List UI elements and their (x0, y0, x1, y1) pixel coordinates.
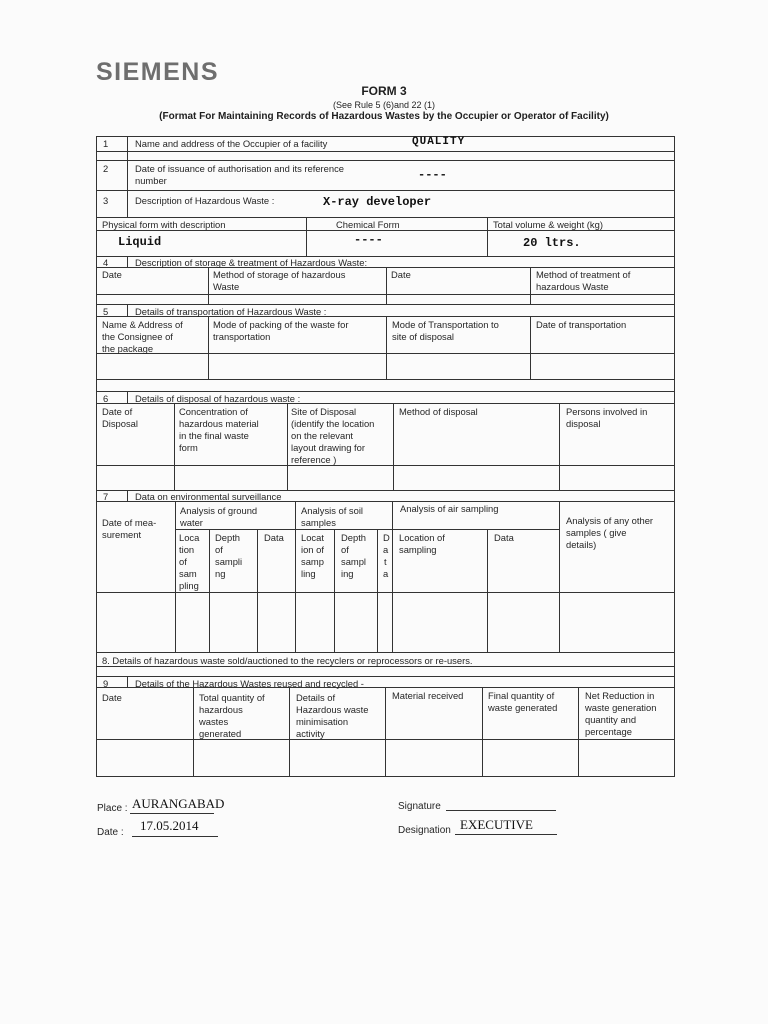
siemens-logo: SIEMENS (96, 58, 220, 86)
place-value: AURANGABAD (132, 796, 225, 811)
s7-soil-location-l4: ling (301, 568, 316, 579)
s6-concentration-l4: form (179, 442, 198, 453)
s7-gw-depth-l4: ng (215, 568, 226, 579)
s9-total-qty-l1: Total quantity of (199, 692, 265, 703)
s5-transport-mode-l2: site of disposal (392, 331, 455, 342)
s6-site-l5: reference ) (291, 454, 337, 465)
s7-air-data: Data (494, 532, 514, 543)
s6-concentration-l1: Concentration of (179, 406, 248, 417)
signature-line (446, 810, 556, 811)
signature-label: Signature (398, 801, 441, 812)
s7-soil-depth-l4: ing (341, 568, 354, 579)
s4-storage-method-l1: Method of storage of hazardous (213, 269, 346, 280)
s7-soil-data-l1: D (383, 532, 390, 543)
s9-minimisation-l4: activity (296, 728, 325, 739)
s7-soil-l1: Analysis of soil (301, 505, 364, 516)
s9-minimisation-l1: Details of (296, 692, 336, 703)
s9-minimisation-l3: minimisation (296, 716, 349, 727)
s7-other-l3: details) (566, 539, 597, 550)
s8-label: 8. Details of hazardous waste sold/auctioned to the recyclers or reprocessors or re-users. (102, 655, 473, 666)
s5-packing-mode-l2: transportation (213, 331, 271, 342)
s7-soil-location-l3: samp (301, 556, 324, 567)
authorisation-value: ---- (418, 168, 447, 182)
s4-label: Description of storage & treatment of Hazardous Waste: (135, 257, 368, 268)
s9-total-qty-l4: generated (199, 728, 242, 739)
s5-transport-mode-l1: Mode of Transportation to (392, 319, 499, 330)
date-value: 17.05.2014 (140, 818, 199, 833)
s9-net-reduction-l3: quantity and (585, 714, 637, 725)
s9-net-reduction-l1: Net Reduction in (585, 690, 655, 701)
s6-site-l4: layout drawing for (291, 442, 365, 453)
occupier-value: QUALITY (412, 136, 466, 148)
s9-label: Details of the Hazardous Wastes reused and recycled - (135, 678, 364, 689)
s7-gw-location-l5: pling (179, 580, 199, 591)
s4-date-header: Date (102, 269, 122, 280)
s2-label-line2: number (135, 175, 167, 186)
s6-date-l2: Disposal (102, 418, 138, 429)
s9-total-qty-l3: wastes (199, 716, 229, 727)
designation-value: EXECUTIVE (460, 817, 533, 832)
s4-date2-header: Date (391, 269, 411, 280)
s7-soil-l2: samples (301, 517, 336, 528)
s7-ground-water-l2: water (180, 517, 203, 528)
date-label: Date : (97, 827, 124, 838)
s7-soil-depth-l3: sampl (341, 556, 367, 567)
s5-packing-mode-l1: Mode of packing of the waste for (213, 319, 349, 330)
designation-label: Designation (398, 825, 451, 836)
s7-other-l1: Analysis of any other (566, 515, 654, 526)
s3-label: Description of Hazardous Waste : (135, 195, 275, 206)
s6-concentration-l3: in the final waste (179, 430, 249, 441)
s7-soil-depth-l2: of (341, 544, 349, 555)
s7-gw-depth-l2: of (215, 544, 223, 555)
s7-number: 7 (103, 491, 109, 502)
place-label: Place : (97, 803, 128, 814)
s9-total-qty-l2: hazardous (199, 704, 243, 715)
s6-concentration-l2: hazardous material (179, 418, 259, 429)
s5-consignee-l3: the package (102, 343, 154, 354)
waste-description-value: X-ray developer (323, 195, 432, 209)
s5-label: Details of transportation of Hazardous Waste : (135, 306, 327, 317)
s4-number: 4 (103, 257, 109, 268)
total-volume-header: Total volume & weight (kg) (493, 219, 603, 230)
s7-soil-depth-l1: Depth (341, 532, 367, 543)
s7-air: Analysis of air sampling (400, 503, 499, 514)
s1-number: 1 (103, 138, 109, 149)
designation-underline (455, 834, 557, 835)
s6-label: Details of disposal of hazardous waste : (135, 393, 301, 404)
s5-consignee-l2: the Consignee of (102, 331, 173, 342)
s7-soil-data-l4: a (383, 568, 389, 579)
s7-ground-water-l1: Analysis of ground (180, 505, 258, 516)
s7-date-l1: Date of mea- (102, 517, 157, 528)
total-volume-value: 20 ltrs. (523, 236, 581, 250)
s2-label-line1: Date of issuance of authorisation and its reference (135, 163, 344, 174)
s4-treatment-method-l1: Method of treatment of (536, 269, 631, 280)
s6-persons-l1: Persons involved in (566, 406, 648, 417)
s7-soil-location-l1: Locat (301, 532, 324, 543)
place-underline (130, 813, 214, 814)
date-underline (132, 836, 218, 837)
s7-soil-data-l3: t (384, 556, 387, 567)
s9-final-qty-l1: Final quantity of (488, 690, 555, 701)
s6-date-l1: Date of (102, 406, 133, 417)
s9-number: 9 (103, 678, 109, 689)
s6-method: Method of disposal (399, 406, 478, 417)
s5-number: 5 (103, 306, 109, 317)
form-title: FORM 3 (361, 84, 407, 98)
s7-gw-depth-l1: Depth (215, 532, 241, 543)
form-subtitle: (See Rule 5 (6)and 22 (1) (332, 100, 436, 110)
s6-site-l2: (identify the location (291, 418, 375, 429)
s6-site-l1: Site of Disposal (291, 406, 357, 417)
s7-gw-location-l3: of (179, 556, 187, 567)
s9-material-received: Material received (392, 690, 464, 701)
s7-gw-data: Data (264, 532, 284, 543)
s3-number: 3 (103, 195, 109, 206)
s6-site-l3: on the relevant (291, 430, 354, 441)
s7-gw-location-l1: Loca (179, 532, 200, 543)
s7-gw-location-l2: tion (179, 544, 195, 555)
s9-minimisation-l2: Hazardous waste (296, 704, 369, 715)
form-heading: (Format For Maintaining Records of Hazardous Wastes by the Occupier or Operator of Facility) (159, 111, 609, 122)
physical-form-value: Liquid (118, 235, 162, 249)
s7-other-l2: samples ( give (566, 527, 627, 538)
s5-consignee-l1: Name & Address of (102, 319, 183, 330)
s9-final-qty-l2: waste generated (488, 702, 558, 713)
s5-transport-date: Date of transportation (536, 319, 627, 330)
s7-label: Data on environmental surveillance (135, 491, 282, 502)
s9-net-reduction-l4: percentage (585, 726, 632, 737)
s6-number: 6 (103, 393, 109, 404)
s7-air-location-l1: Location of (399, 532, 445, 543)
s7-soil-location-l2: ion of (301, 544, 324, 555)
s4-treatment-method-l2: hazardous Waste (536, 281, 609, 292)
s6-persons-l2: disposal (566, 418, 601, 429)
s7-gw-location-l4: sam (179, 568, 197, 579)
s7-air-location-l2: sampling (399, 544, 437, 555)
chemical-form-header: Chemical Form (336, 219, 400, 230)
s1-label: Name and address of the Occupier of a facility (135, 138, 328, 149)
s4-storage-method-l2: Waste (213, 281, 240, 292)
s7-gw-depth-l3: sampli (215, 556, 243, 567)
chemical-form-value: ---- (354, 233, 383, 247)
s9-date: Date (102, 692, 122, 703)
s9-net-reduction-l2: waste generation (585, 702, 657, 713)
physical-form-header: Physical form with description (102, 219, 226, 230)
s7-soil-data-l2: a (383, 544, 389, 555)
s7-date-l2: surement (102, 529, 142, 540)
s2-number: 2 (103, 163, 109, 174)
